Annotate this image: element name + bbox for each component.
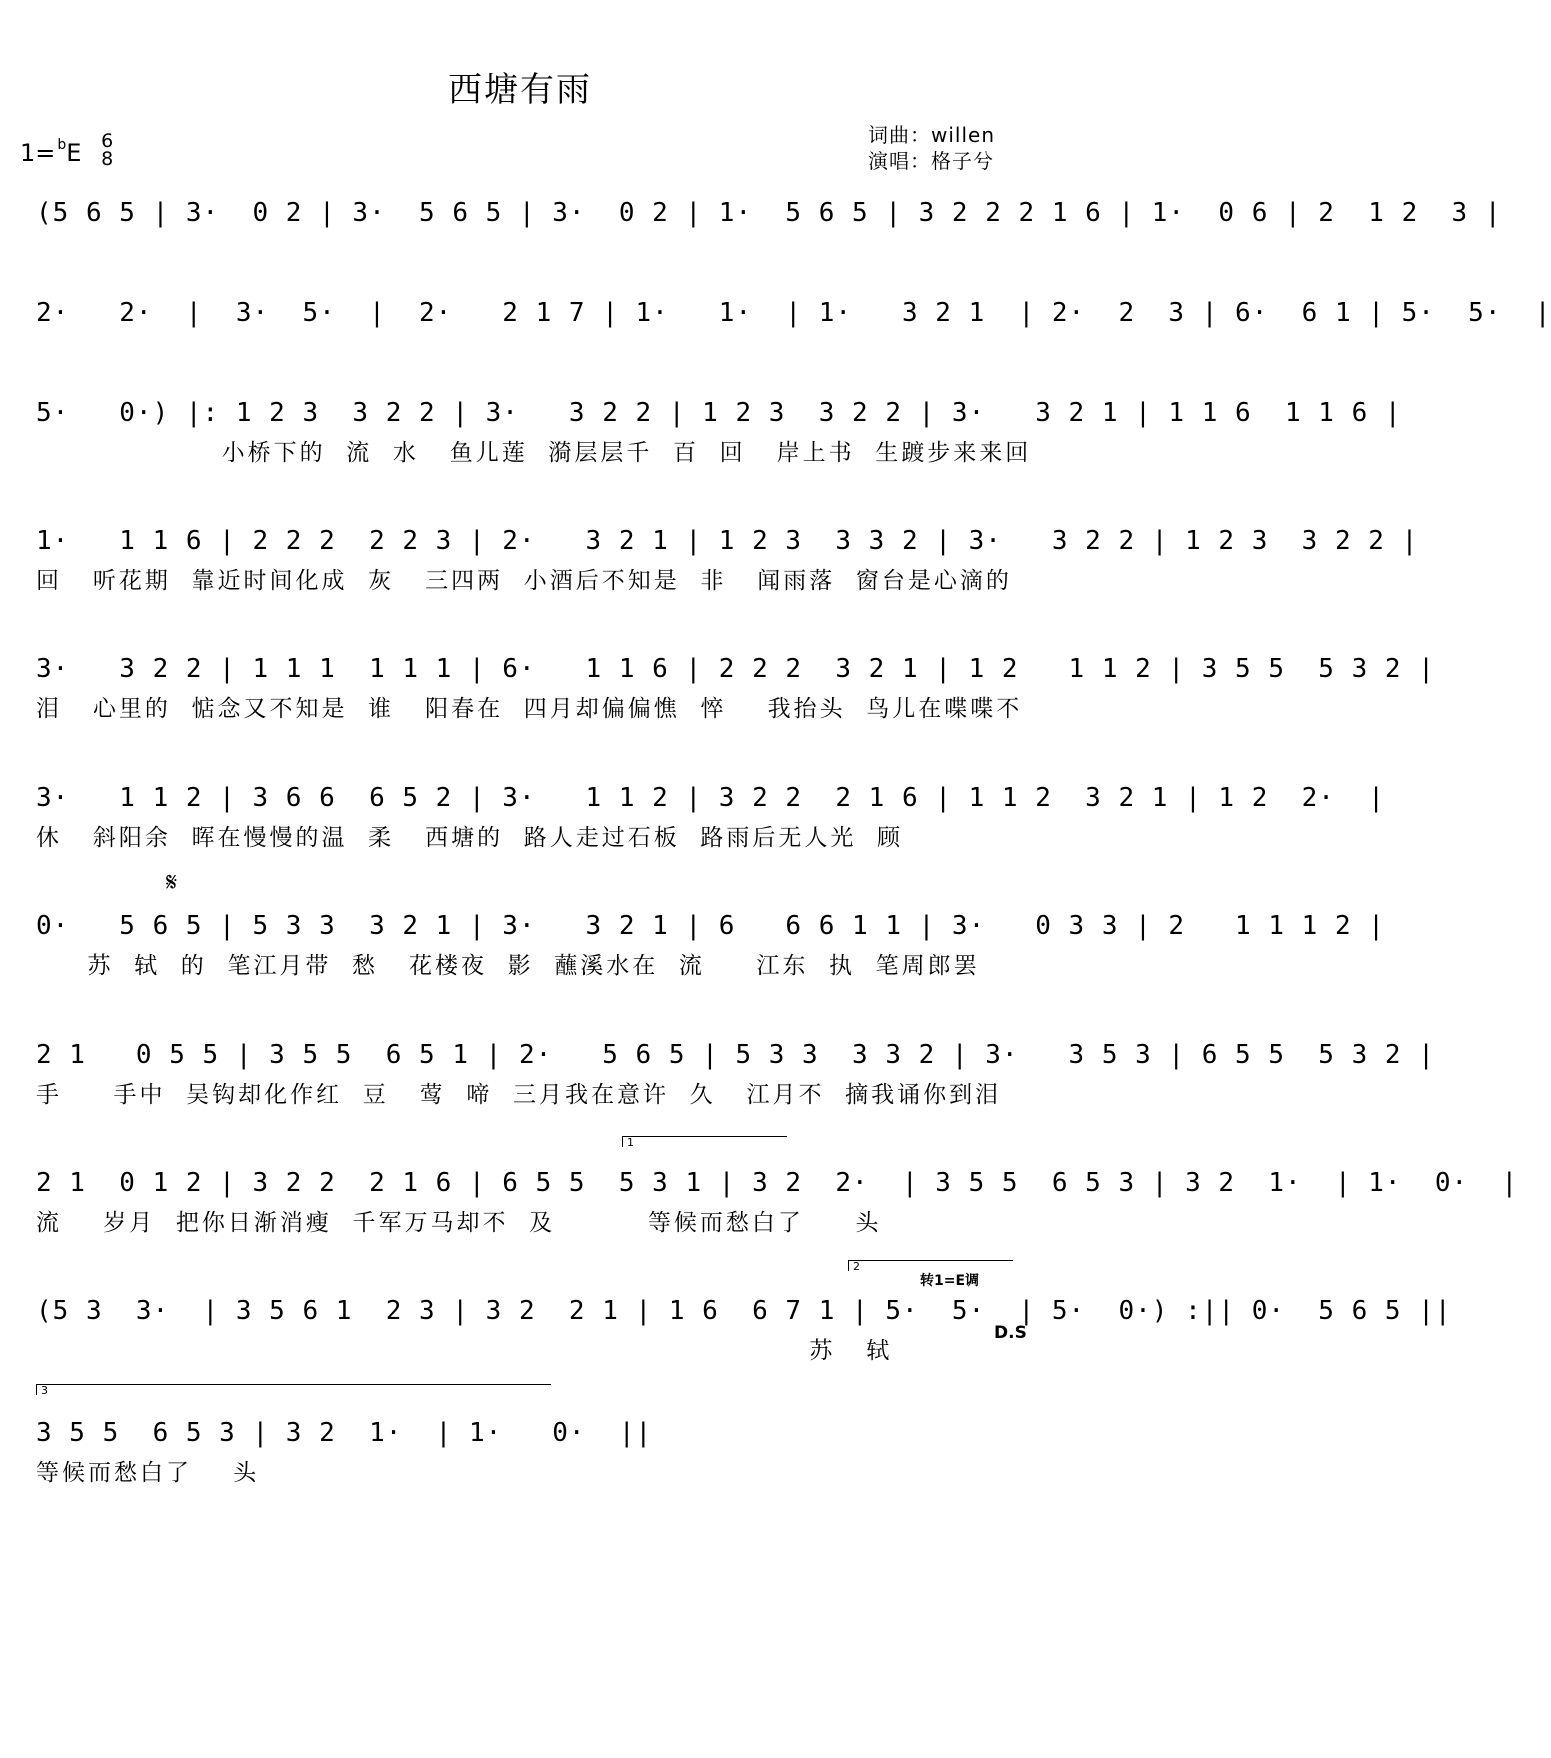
notes-line: (5 6 5 | 3· 0 2 | 3· 5 6 5 | 3· 0 2 | 1· 5 6 5 | 3 2 2 2 1 6 | 1· 0 6 | 2 1 2 3 | [36, 198, 1502, 228]
lyricist-composer: 词曲：willen [868, 123, 996, 147]
volta-1-number: 1 [627, 1136, 634, 1149]
volta-3-number: 3 [41, 1384, 48, 1397]
notes-line: 3 5 5 6 5 3 | 3 2 1· | 1· 0· || [36, 1418, 653, 1448]
volta-1-bracket [622, 1136, 787, 1147]
notes-line: (5 3 3· | 3 5 6 1 2 3 | 3 2 2 1 | 1 6 6 7 1 | 5· 5· | 5· 0·) :|| 0· 5 6 5 || [36, 1296, 1452, 1326]
key-note: E [66, 139, 82, 167]
notes-line: 0· 5 6 5 | 5 3 3 3 2 1 | 3· 3 2 1 | 6 6 6 1 1 | 3· 0 3 3 | 2 1 1 1 2 | [36, 911, 1385, 941]
lyrics-line: 手 手中 吴钩却化作红 豆 莺 啼 三月我在意许 久 江月不 摘我诵你到泪 [36, 1082, 1002, 1108]
lyrics-line: 等候而愁白了 头 [36, 1460, 260, 1486]
time-signature-top: 6 [101, 130, 114, 152]
lyrics-line: 流 岁月 把你日渐消瘦 千军万马却不 及 等候而愁白了 头 [36, 1210, 882, 1236]
notes-line: 2 1 0 5 5 | 3 5 5 6 5 1 | 2· 5 6 5 | 5 3 3 3 3 2 | 3· 3 5 3 | 6 5 5 5 3 2 | [36, 1040, 1435, 1070]
key-signature [20, 130, 114, 172]
modulation-mark: 转1=E调 [920, 1273, 980, 1289]
lyrics-line: 回 听花期 靠近时间化成 灰 三四两 小酒后不知是 非 闻雨落 窗台是心滴的 [36, 568, 1012, 594]
notes-line: 2· 2· | 3· 5· | 2· 2 1 7 | 1· 1· | 1· 3 2 1 | 2· 2 3 | 6· 6 1 | 5· 5· | [36, 298, 1551, 328]
lyrics-line: 苏 轼 [36, 1338, 893, 1364]
lyrics-line: 泪 心里的 惦念又不知是 谁 阳春在 四月却偏偏憔 悴 我抬头 鸟儿在喋喋不 [36, 696, 1023, 722]
key-prefix: 1= [20, 139, 56, 167]
da-segno-mark: D.S [994, 1323, 1027, 1343]
lyrics-line: 苏 轼 的 笔江月带 愁 花楼夜 影 蘸溪水在 流 江东 执 笔周郎罢 [36, 953, 980, 979]
notes-line: 3· 1 1 2 | 3 6 6 6 5 2 | 3· 1 1 2 | 3 2 2 2 1 6 | 1 1 2 3 2 1 | 1 2 2· | [36, 783, 1385, 813]
notes-line: 1· 1 1 6 | 2 2 2 2 2 3 | 2· 3 2 1 | 1 2 3 3 3 2 | 3· 3 2 2 | 1 2 3 3 2 2 | [36, 526, 1419, 556]
volta-3-bracket [36, 1384, 551, 1395]
volta-2-number: 2 [853, 1260, 860, 1273]
lyrics-line: 小桥下的 流 水 鱼儿莲 漪层层千 百 回 岸上书 生踱步来来回 [36, 440, 1032, 466]
segno-icon: 𝄋 [166, 868, 178, 898]
time-signature [101, 132, 113, 168]
song-title: 西塘有雨 [448, 70, 592, 110]
notes-line: 2 1 0 1 2 | 3 2 2 2 1 6 | 6 5 5 5 3 1 | 3 2 2· | 3 5 5 6 5 3 | 3 2 1· | 1· 0· | [36, 1168, 1519, 1198]
singer: 演唱：格子兮 [868, 149, 994, 173]
flat-symbol: b [57, 137, 67, 153]
notes-line: 5· 0·) |: 1 2 3 3 2 2 | 3· 3 2 2 | 1 2 3 3 2 2 | 3· 3 2 1 | 1 1 6 1 1 6 | [36, 398, 1402, 428]
lyrics-line: 休 斜阳余 晖在慢慢的温 柔 西塘的 路人走过石板 路雨后无人光 顾 [36, 825, 903, 851]
notes-line: 3· 3 2 2 | 1 1 1 1 1 1 | 6· 1 1 6 | 2 2 2 3 2 1 | 1 2 1 1 2 | 3 5 5 5 3 2 | [36, 654, 1435, 684]
credits [868, 122, 995, 174]
time-signature-bottom: 8 [101, 148, 114, 170]
